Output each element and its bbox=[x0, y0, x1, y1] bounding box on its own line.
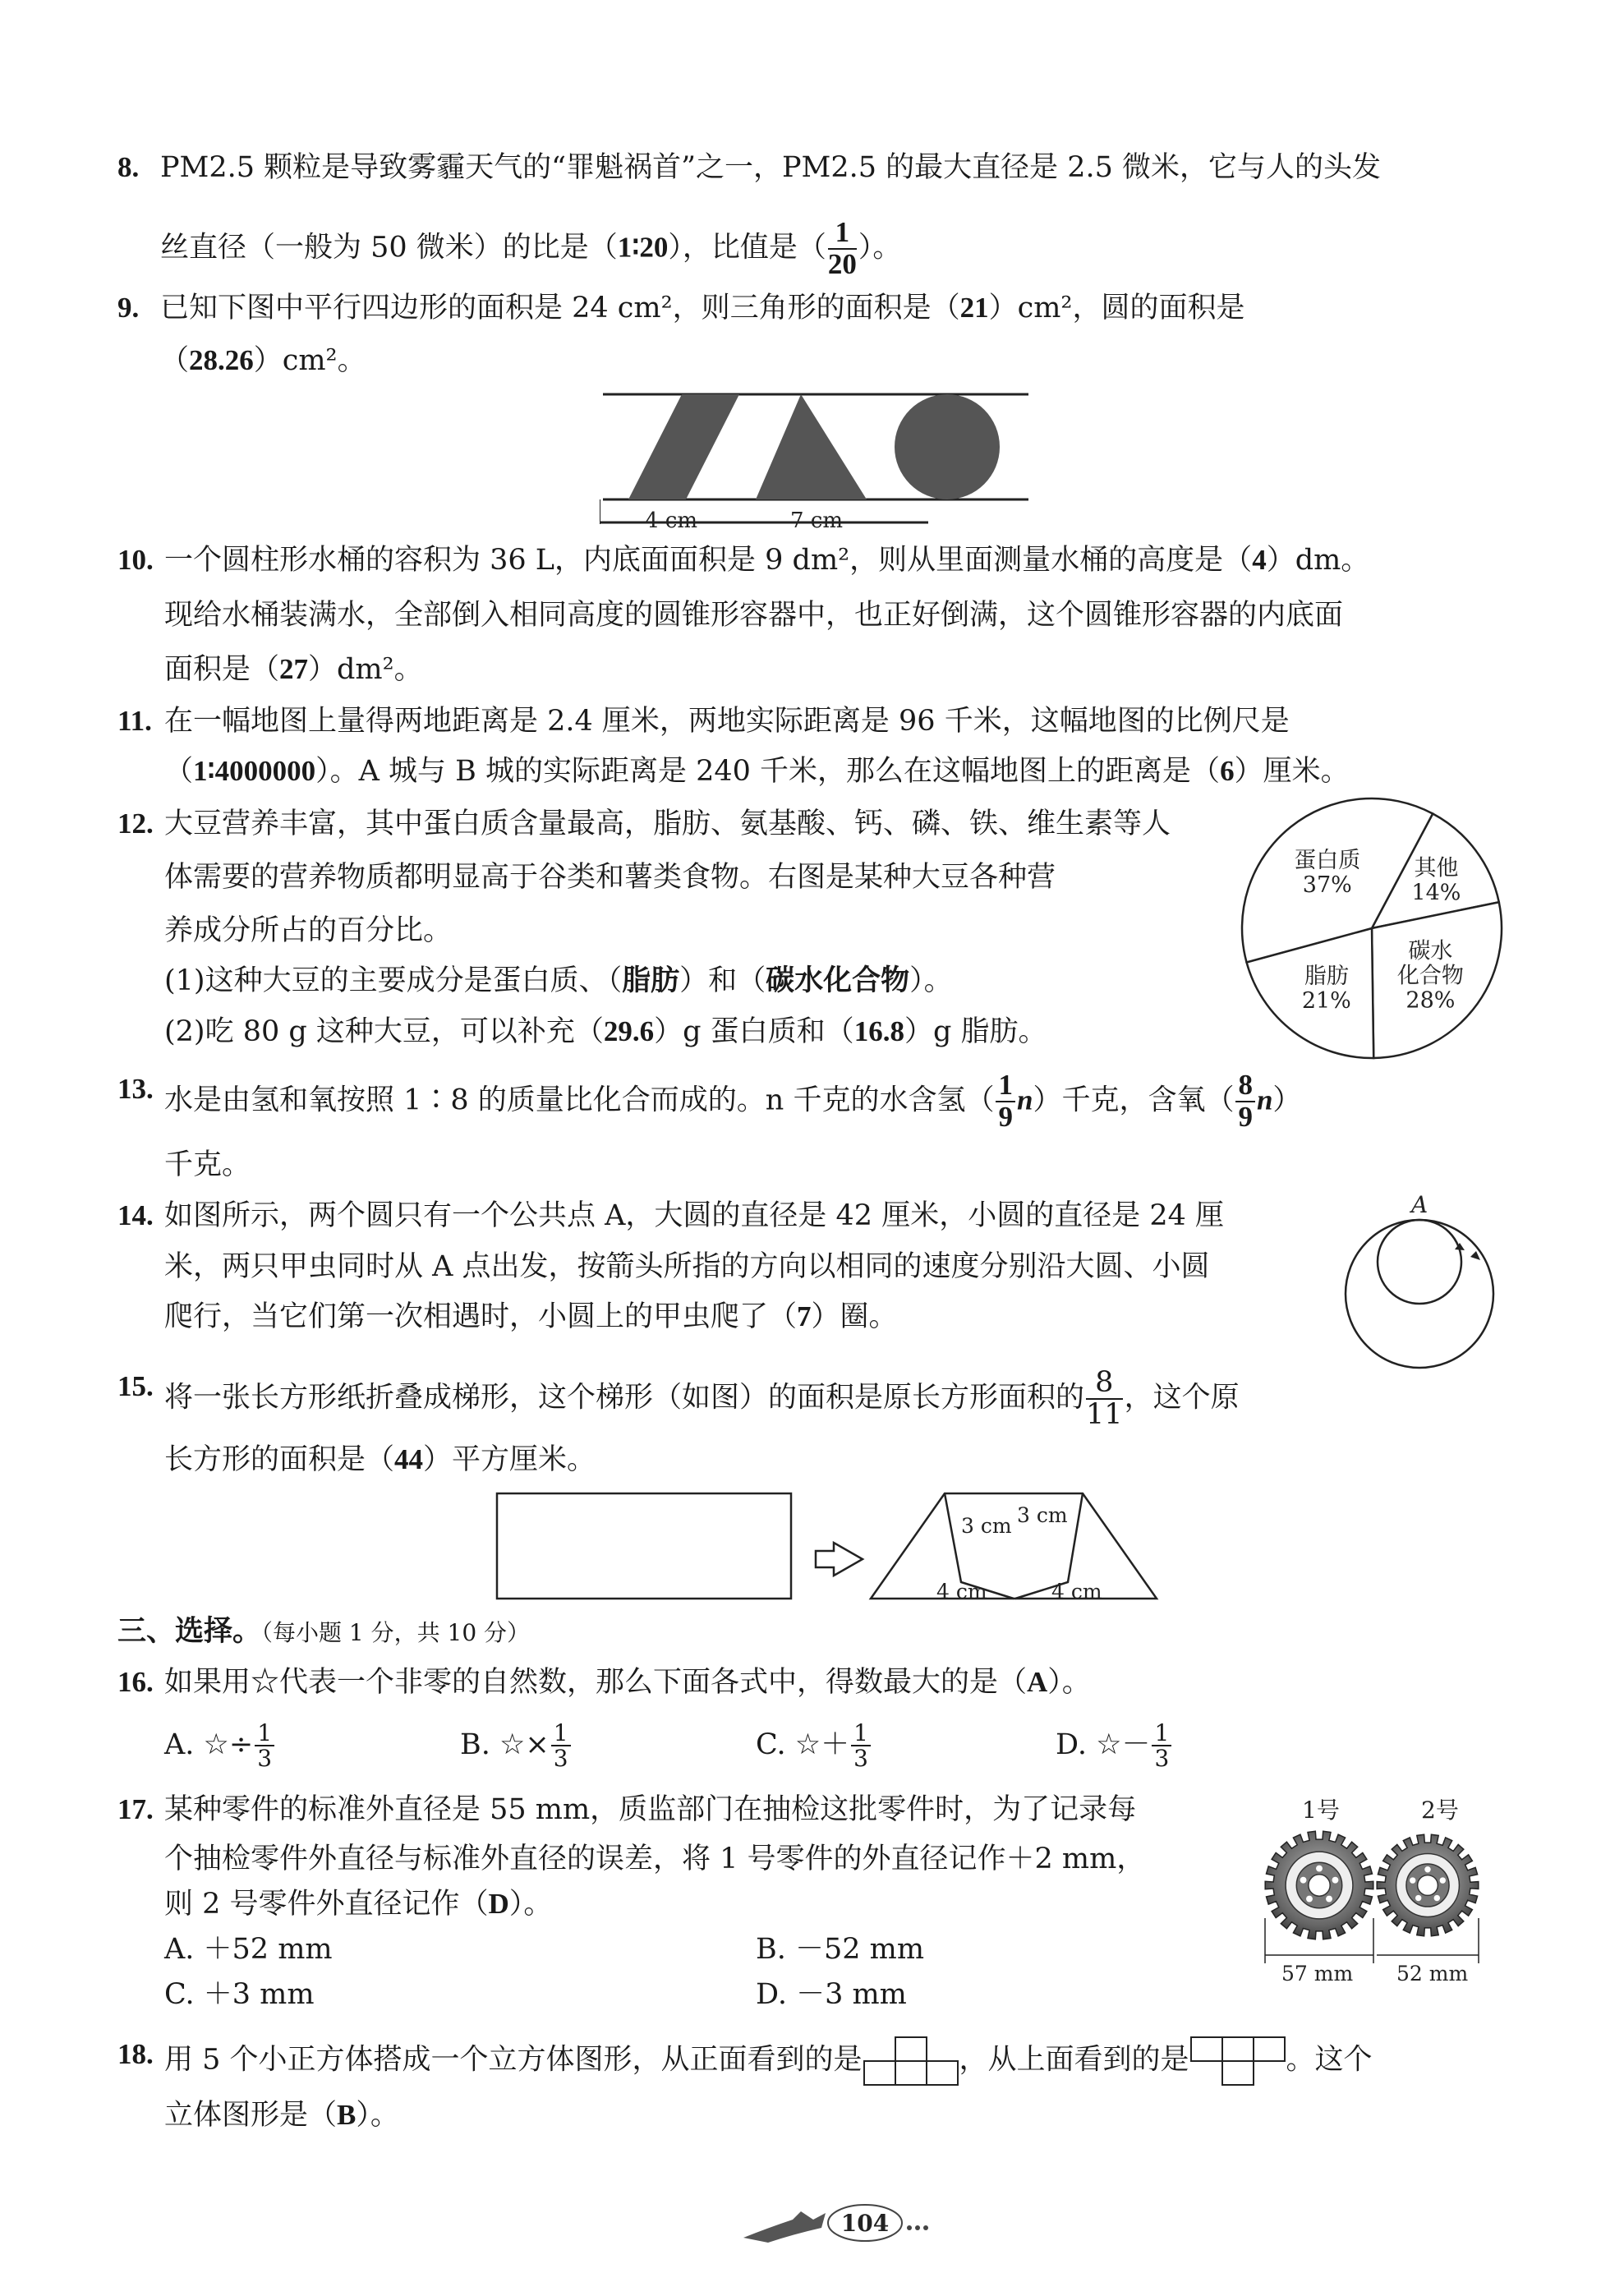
q16-option-a: A. ☆÷ $\frac{1}{3}$ bbox=[164, 1721, 276, 1771]
q10-line2: 现给水桶装满水，全部倒入相同高度的圆锥形容器中，也正好倒满，这个圆锥形容器的内底面 bbox=[164, 599, 1344, 632]
q8-number: 8. bbox=[117, 151, 140, 183]
q17-answer: D bbox=[488, 1888, 509, 1920]
q11-line1: 在一幅地图上量得两地距离是 2.4 厘米，两地实际距离是 96 千米，这幅地图的比例尺是 bbox=[164, 705, 1290, 738]
trapezoid-shape bbox=[871, 1493, 1157, 1599]
q16-line1: 如果用☆代表一个非零的自然数，那么下面各式中，得数最大的是（A）。 bbox=[164, 1666, 1091, 1699]
pie-label-2: 脂肪 21% bbox=[1301, 964, 1351, 1015]
q13-answer-hydrogen: $\frac{1}{9}$ bbox=[996, 1070, 1015, 1133]
page-footer bbox=[735, 2195, 973, 2252]
q13-line1: 水是由氢和氧按照 1∶8 的质量比化合而成的。n 千克的水含氢（ $\frac{1}{9}$ n）千克，含氧（ $\frac{8}{9}$ n） bbox=[164, 1069, 1302, 1133]
q12-line2: 体需要的营养物质都明显高于谷类和薯类食物。右图是某种大豆各种营 bbox=[164, 861, 1056, 894]
gear2-label: 2号 bbox=[1421, 1797, 1459, 1824]
q12-sub1: (1)这种大豆的主要成分是蛋白质、（脂肪）和（碳水化合物）。 bbox=[164, 964, 953, 997]
q8-answer-ratio: 1∶20 bbox=[617, 231, 669, 264]
front-view-icon bbox=[863, 2036, 959, 2087]
q12-answer-protein-g: 29.6 bbox=[603, 1015, 655, 1047]
q10-number: 10. bbox=[117, 544, 154, 576]
q9-number: 9. bbox=[117, 292, 140, 324]
arrow-right-icon bbox=[816, 1543, 863, 1576]
q17-gears-figure bbox=[1249, 1787, 1503, 1984]
q15-label-top1: 3 cm bbox=[961, 1514, 1012, 1538]
q9-label-base2: 7 cm bbox=[790, 508, 844, 533]
q17-line2: 个抽检零件外直径与标准外直径的误差，将 1 号零件的外直径记作＋2 mm， bbox=[164, 1843, 1146, 1875]
large-circle-arrow-icon bbox=[1470, 1251, 1480, 1260]
large-circle bbox=[1346, 1220, 1493, 1368]
pie-label-3: 蛋白质 37% bbox=[1294, 848, 1361, 899]
q15-number: 15. bbox=[117, 1370, 154, 1402]
q17-number: 17. bbox=[117, 1793, 154, 1825]
q16-option-b: B. ☆× $\frac{1}{3}$ bbox=[460, 1721, 573, 1771]
q8-line2: 丝直径（一般为 50 微米）的比是（1∶20），比值是（ $\frac{1}{20}$ ）。 bbox=[160, 216, 902, 280]
q9-line1: 已知下图中平行四边形的面积是 24 cm²，则三角形的面积是（21）cm²，圆的面积是 bbox=[160, 292, 1245, 324]
triangle-shape bbox=[756, 394, 867, 499]
q12-line1: 大豆营养丰富，其中蛋白质含量最高，脂肪、氨基酸、钙、磷、铁、维生素等人 bbox=[164, 808, 1171, 840]
top-view-icon bbox=[1189, 2036, 1286, 2087]
q17-option-a: A. ＋52 mm bbox=[164, 1933, 333, 1966]
q11-number: 11. bbox=[117, 705, 152, 737]
q14-number: 14. bbox=[117, 1199, 154, 1231]
gear1-icon bbox=[1265, 1831, 1373, 1939]
q9-answer-triangle: 21 bbox=[959, 292, 989, 324]
circle-shape bbox=[895, 394, 1000, 499]
q14-line3: 爬行，当它们第一次相遇时，小圆上的甲虫爬了（7）圈。 bbox=[164, 1300, 898, 1333]
q17-line1: 某种零件的标准外直径是 55 mm，质监部门在抽检这批零件时，为了记录每 bbox=[164, 1793, 1137, 1826]
q17-option-d: D. －3 mm bbox=[756, 1978, 907, 2011]
q12-line3: 养成分所占的百分比。 bbox=[164, 914, 453, 947]
q15-answer-area: 44 bbox=[394, 1443, 424, 1475]
parallelogram-shape bbox=[628, 394, 739, 499]
q15-label-top2: 3 cm bbox=[1017, 1503, 1068, 1527]
q8-answer-fraction: $\frac{1}{20}$ bbox=[827, 216, 857, 280]
q16-option-d: D. ☆－ $\frac{1}{3}$ bbox=[1056, 1721, 1173, 1771]
q12-answer-fat: 脂肪 bbox=[622, 964, 680, 996]
page-number: 104 bbox=[840, 2210, 890, 2237]
q11-line2: （1∶4000000）。A 城与 B 城的实际距离是 240 千米，那么在这幅地图上的距离是（6）厘米。 bbox=[164, 755, 1350, 788]
q15-fraction: $\frac{8}{11}$ bbox=[1086, 1366, 1123, 1431]
pie-label-0: 其他 14% bbox=[1411, 855, 1461, 906]
q17-line3: 则 2 号零件外直径记作（D）。 bbox=[164, 1888, 553, 1921]
gear2-icon bbox=[1377, 1834, 1479, 1936]
q14-answer-laps: 7 bbox=[797, 1300, 812, 1332]
q10-line1: 一个圆柱形水桶的容积为 36 L，内底面面积是 9 dm²，则从里面测量水桶的高度是（4）dm。 bbox=[164, 544, 1370, 577]
small-circle bbox=[1378, 1220, 1461, 1304]
gear1-diameter: 57 mm bbox=[1281, 1962, 1354, 1984]
gear2-diameter: 52 mm bbox=[1396, 1962, 1469, 1984]
q12-pie-chart bbox=[1236, 793, 1507, 1064]
q9-answer-circle: 28.26 bbox=[189, 344, 254, 376]
q13-line2: 千克。 bbox=[164, 1148, 251, 1181]
q9-line2: （28.26）cm²。 bbox=[160, 344, 366, 377]
gear1-label: 1号 bbox=[1302, 1797, 1340, 1824]
q14-circles-figure bbox=[1339, 1187, 1503, 1372]
point-a-label: A bbox=[1411, 1191, 1428, 1218]
q15-fold-figure bbox=[493, 1485, 1166, 1608]
q16-answer: A bbox=[1027, 1666, 1048, 1698]
q13-number: 13. bbox=[117, 1073, 154, 1105]
runner-logo-icon bbox=[743, 2211, 826, 2243]
q18-answer: B bbox=[337, 2099, 357, 2131]
q15-line1: 将一张长方形纸折叠成梯形，这个梯形（如图）的面积是原长方形面积的 $\frac{8}{11}$ ，这个原 bbox=[164, 1366, 1240, 1431]
q13-answer-oxygen: $\frac{8}{9}$ bbox=[1235, 1070, 1255, 1133]
q11-answer-distance: 6 bbox=[1220, 755, 1235, 787]
q10-answer-area: 27 bbox=[279, 653, 309, 685]
q8-line1: PM2.5 颗粒是导致雾霾天气的“罪魁祸首”之一，PM2.5 的最大直径是 2.5 微米，它与人的头发 bbox=[160, 151, 1382, 184]
q12-answer-carb: 碳水化合物 bbox=[766, 964, 910, 996]
q15-label-bottom2: 4 cm bbox=[1051, 1580, 1102, 1604]
q17-option-c: C. ＋3 mm bbox=[164, 1978, 315, 2011]
q10-line3: 面积是（27）dm²。 bbox=[164, 653, 423, 686]
section3-heading: 三、选择。（每小题 1 分，共 10 分） bbox=[117, 1615, 531, 1647]
pie-label-1: 碳水化合物 28% bbox=[1396, 938, 1464, 1014]
q18-line1: 用 5 个小正方体搭成一个立方体图形，从正面看到的是 ，从上面看到的是 。这个 bbox=[164, 2036, 1373, 2087]
q9-label-base1: 4 cm bbox=[645, 508, 698, 533]
q11-answer-scale: 1∶4000000 bbox=[193, 755, 316, 787]
q17-option-b: B. －52 mm bbox=[756, 1933, 925, 1966]
q18-line2: 立体图形是（B）。 bbox=[164, 2099, 399, 2132]
q9-figure bbox=[600, 386, 1035, 534]
q18-number: 18. bbox=[117, 2038, 154, 2070]
q15-label-bottom1: 4 cm bbox=[936, 1580, 987, 1604]
q15-line2: 长方形的面积是（44）平方厘米。 bbox=[164, 1443, 596, 1476]
q16-number: 16. bbox=[117, 1666, 154, 1698]
q10-answer-height: 4 bbox=[1252, 544, 1267, 576]
rectangle-shape bbox=[497, 1493, 791, 1599]
q12-number: 12. bbox=[117, 808, 154, 840]
q12-answer-fat-g: 16.8 bbox=[853, 1015, 904, 1047]
q14-line1: 如图所示，两个圆只有一个公共点 A，大圆的直径是 42 厘米，小圆的直径是 24 厘 bbox=[164, 1199, 1224, 1232]
q14-line2: 米，两只甲虫同时从 A 点出发，按箭头所指的方向以相同的速度分别沿大圆、小圆 bbox=[164, 1250, 1210, 1283]
q12-sub2: (2)吃 80 g 这种大豆，可以补充（29.6）g 蛋白质和（16.8）g 脂肪。 bbox=[164, 1015, 1047, 1048]
q16-option-c: C. ☆＋ $\frac{1}{3}$ bbox=[756, 1721, 872, 1771]
